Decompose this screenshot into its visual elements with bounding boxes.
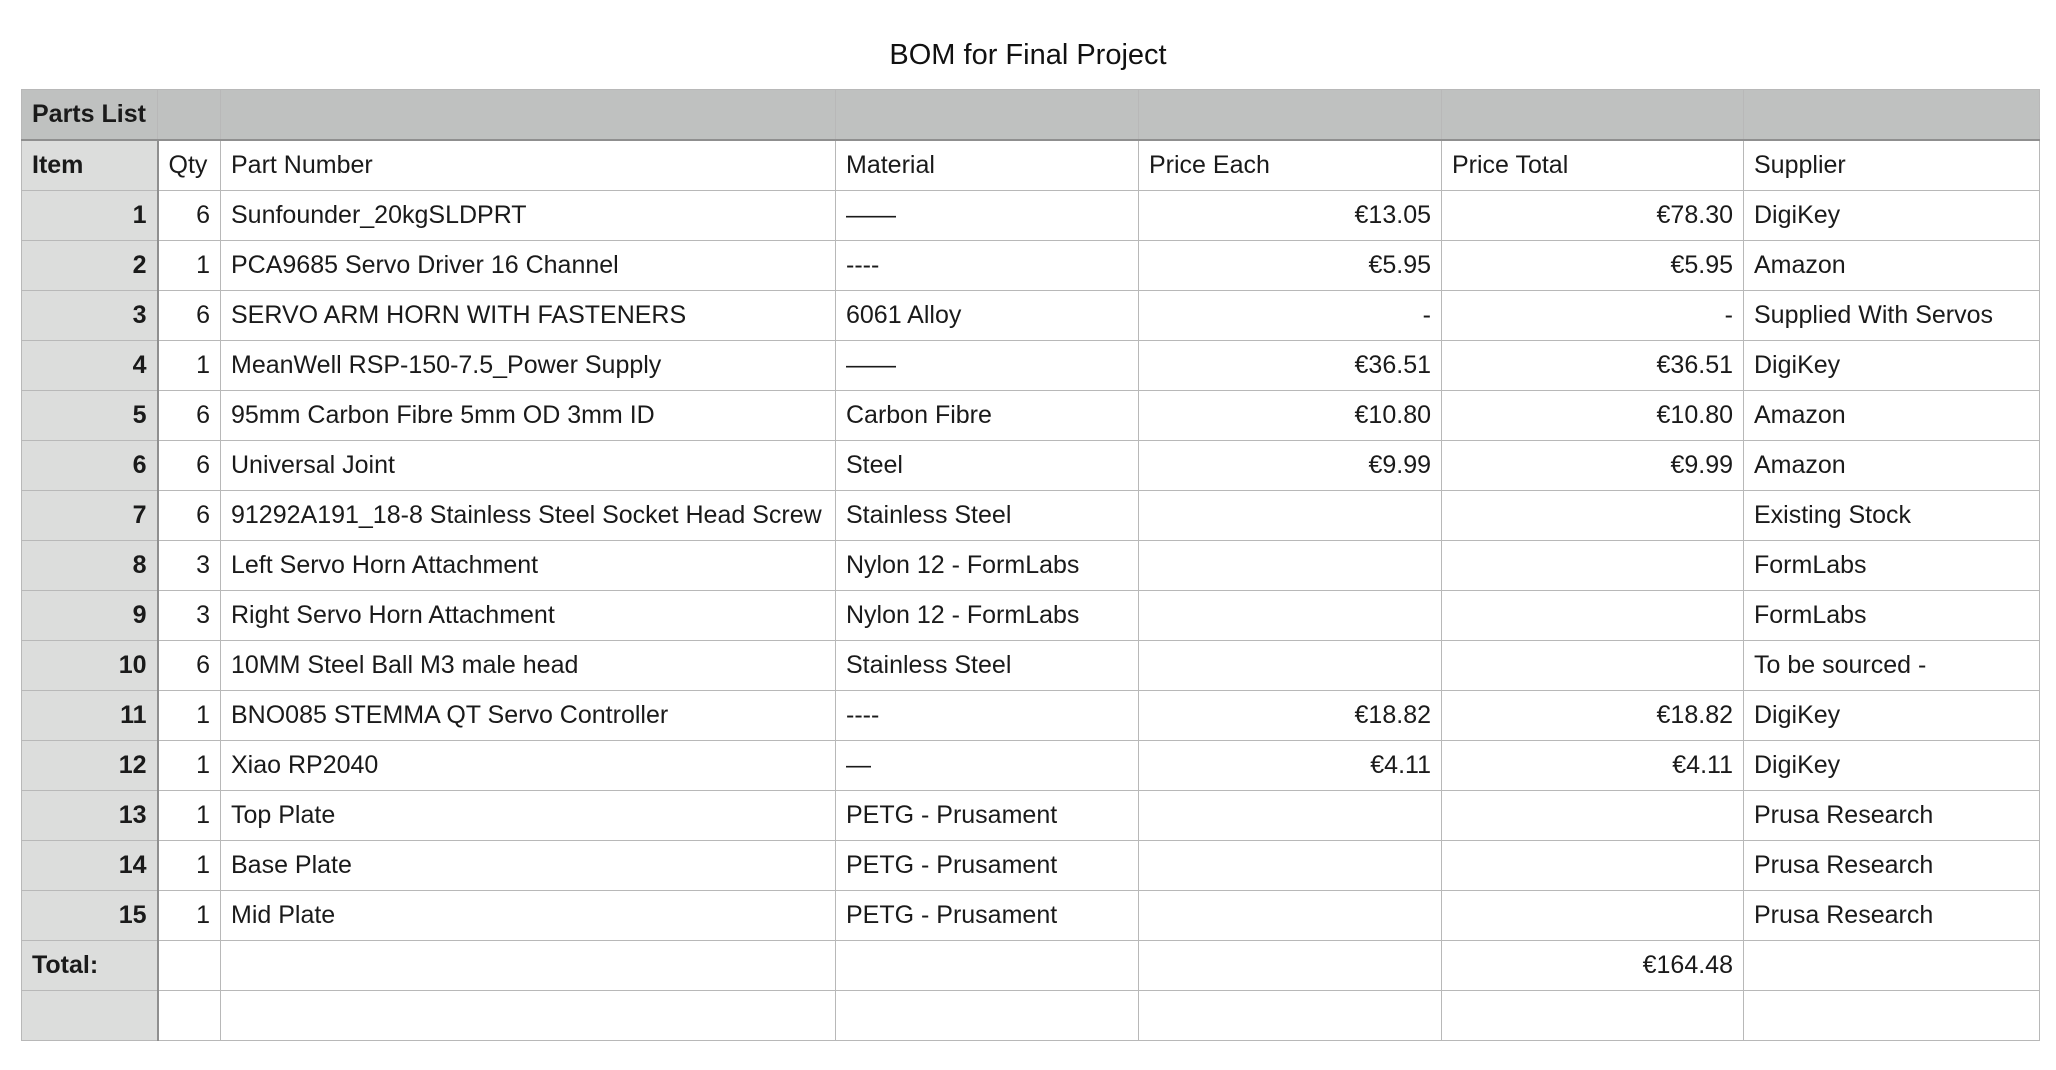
cell-material[interactable]: PETG - Prusament [836,841,1139,891]
cell-price-total[interactable] [1442,791,1744,841]
table-row [22,541,2040,591]
cell-part-number[interactable]: Top Plate [221,791,836,841]
cell-qty[interactable]: 6 [158,191,221,241]
cell-item[interactable]: 8 [22,541,158,591]
cell-price-each[interactable]: - [1139,291,1442,341]
cell-material[interactable]: PETG - Prusament [836,791,1139,841]
cell-material[interactable]: Nylon 12 - FormLabs [836,541,1139,591]
column-header-price-total[interactable]: Price Total [1442,140,1744,191]
total-label[interactable]: Total: [22,941,158,991]
table-row [22,891,2040,941]
cell-qty[interactable]: 6 [158,491,221,541]
cell-qty[interactable]: 1 [158,791,221,841]
cell-item[interactable]: 2 [22,241,158,291]
cell-qty[interactable]: 6 [158,291,221,341]
cell-material[interactable]: Steel [836,441,1139,491]
cell-material[interactable]: PETG - Prusament [836,891,1139,941]
empty-cell[interactable] [158,941,221,991]
cell-price-total[interactable]: €9.99 [1442,441,1744,491]
cell-item[interactable]: 6 [22,441,158,491]
cell-supplier[interactable]: Prusa Research [1744,841,2040,891]
cell-part-number[interactable]: Left Servo Horn Attachment [221,541,836,591]
cell-part-number[interactable]: Sunfounder_20kgSLDPRT [221,191,836,241]
table-row [22,191,2040,241]
cell-supplier[interactable]: DigiKey [1744,741,2040,791]
cell-qty[interactable]: 6 [158,391,221,441]
empty-cell[interactable] [836,941,1139,991]
cell-price-total[interactable] [1442,841,1744,891]
cell-qty[interactable]: 3 [158,541,221,591]
cell-material[interactable]: Stainless Steel [836,641,1139,691]
cell-material[interactable]: —— [836,341,1139,391]
cell-price-total[interactable]: €18.82 [1442,691,1744,741]
cell-price-each[interactable]: €36.51 [1139,341,1442,391]
cell-qty[interactable]: 1 [158,241,221,291]
cell-price-total[interactable]: - [1442,291,1744,341]
cell-supplier[interactable]: DigiKey [1744,191,2040,241]
cell-supplier[interactable]: To be sourced - [1744,641,2040,691]
cell-qty[interactable]: 1 [158,741,221,791]
cell-price-total[interactable]: €5.95 [1442,241,1744,291]
total-value[interactable]: €164.48 [1442,941,1744,991]
header-band-cell[interactable] [836,90,1139,141]
cell-part-number[interactable]: 95mm Carbon Fibre 5mm OD 3mm ID [221,391,836,441]
table-row [22,641,2040,691]
empty-cell[interactable] [1744,991,2040,1041]
empty-cell[interactable] [1744,941,2040,991]
empty-cell[interactable] [1139,991,1442,1041]
cell-part-number[interactable]: 10MM Steel Ball M3 male head [221,641,836,691]
cell-material[interactable]: Carbon Fibre [836,391,1139,441]
header-band-cell[interactable] [1442,90,1744,141]
total-row [22,941,2040,991]
table-row [22,391,2040,441]
cell-material[interactable]: Stainless Steel [836,491,1139,541]
table-row [22,241,2040,291]
cell-supplier[interactable]: DigiKey [1744,691,2040,741]
cell-price-each[interactable]: €4.11 [1139,741,1442,791]
cell-price-each[interactable] [1139,541,1442,591]
cell-item[interactable]: 14 [22,841,158,891]
table-row [22,291,2040,341]
table-row [22,841,2040,891]
table-row [22,491,2040,541]
cell-qty[interactable]: 1 [158,341,221,391]
cell-material[interactable]: 6061 Alloy [836,291,1139,341]
cell-item[interactable]: 3 [22,291,158,341]
column-header-part-number[interactable]: Part Number [221,140,836,191]
cell-part-number[interactable]: PCA9685 Servo Driver 16 Channel [221,241,836,291]
empty-cell[interactable] [1139,941,1442,991]
cell-item[interactable]: 5 [22,391,158,441]
parts-list-label[interactable]: Parts List [22,90,158,141]
table-row [22,741,2040,791]
cell-qty[interactable]: 3 [158,591,221,641]
cell-supplier[interactable]: Amazon [1744,441,2040,491]
table-row [22,591,2040,641]
table-row [22,341,2040,391]
cell-price-total[interactable]: €36.51 [1442,341,1744,391]
sheet-title: BOM for Final Project [889,39,1167,71]
column-header-item[interactable]: Item [22,140,158,191]
cell-price-each[interactable] [1139,841,1442,891]
cell-item[interactable]: 10 [22,641,158,691]
cell-material[interactable]: Nylon 12 - FormLabs [836,591,1139,641]
cell-price-total[interactable] [1442,591,1744,641]
cell-part-number[interactable]: 91292A191_18-8 Stainless Steel Socket Head Screw [221,491,836,541]
cell-item[interactable]: 1 [22,191,158,241]
header-band-cell[interactable] [221,90,836,141]
cell-part-number[interactable]: Universal Joint [221,441,836,491]
cell-material[interactable]: ---- [836,691,1139,741]
cell-price-each[interactable] [1139,891,1442,941]
cell-item[interactable]: 11 [22,691,158,741]
empty-cell[interactable] [158,991,221,1041]
header-band-cell[interactable] [158,90,221,141]
cell-qty[interactable]: 1 [158,691,221,741]
cell-part-number[interactable]: Right Servo Horn Attachment [221,591,836,641]
cell-price-total[interactable] [1442,891,1744,941]
cell-price-each[interactable]: €5.95 [1139,241,1442,291]
empty-cell[interactable] [221,941,836,991]
cell-material[interactable]: ---- [836,241,1139,291]
cell-supplier[interactable]: DigiKey [1744,341,2040,391]
cell-qty[interactable]: 6 [158,441,221,491]
cell-price-each[interactable] [1139,791,1442,841]
cell-item[interactable]: 7 [22,491,158,541]
cell-supplier[interactable]: Amazon [1744,391,2040,441]
cell-item[interactable]: 13 [22,791,158,841]
cell-supplier[interactable]: FormLabs [1744,591,2040,641]
column-header-price-each[interactable]: Price Each [1139,140,1442,191]
cell-material[interactable]: — [836,741,1139,791]
cell-price-each[interactable]: €10.80 [1139,391,1442,441]
cell-supplier[interactable]: Amazon [1744,241,2040,291]
cell-price-total[interactable]: €78.30 [1442,191,1744,241]
cell-supplier[interactable]: Prusa Research [1744,791,2040,841]
cell-price-total[interactable] [1442,491,1744,541]
cell-supplier[interactable]: Supplied With Servos [1744,291,2040,341]
cell-price-each[interactable]: €9.99 [1139,441,1442,491]
table-row [22,791,2040,841]
cell-qty[interactable]: 1 [158,841,221,891]
cell-part-number[interactable]: Mid Plate [221,891,836,941]
empty-cell[interactable] [1442,991,1744,1041]
table-row [22,441,2040,491]
cell-price-total[interactable] [1442,541,1744,591]
cell-price-each[interactable] [1139,491,1442,541]
empty-cell[interactable] [22,991,158,1041]
header-band-row [22,90,2040,141]
cell-price-each[interactable]: €18.82 [1139,691,1442,741]
empty-cell[interactable] [836,991,1139,1041]
cell-price-each[interactable] [1139,641,1442,691]
cell-supplier[interactable]: FormLabs [1744,541,2040,591]
cell-price-total[interactable]: €4.11 [1442,741,1744,791]
cell-item[interactable]: 9 [22,591,158,641]
cell-part-number[interactable]: SERVO ARM HORN WITH FASTENERS [221,291,836,341]
header-band-cell[interactable] [1744,90,2040,141]
cell-material[interactable]: —— [836,191,1139,241]
cell-price-each[interactable]: €13.05 [1139,191,1442,241]
cell-qty[interactable]: 6 [158,641,221,691]
cell-price-each[interactable] [1139,591,1442,641]
cell-part-number[interactable]: Xiao RP2040 [221,741,836,791]
column-header-supplier[interactable]: Supplier [1744,140,2040,191]
header-band-cell[interactable] [1139,90,1442,141]
empty-cell[interactable] [221,991,836,1041]
cell-qty[interactable]: 1 [158,891,221,941]
cell-price-total[interactable] [1442,641,1744,691]
empty-row [22,991,2040,1041]
cell-price-total[interactable]: €10.80 [1442,391,1744,441]
cell-part-number[interactable]: BNO085 STEMMA QT Servo Controller [221,691,836,741]
cell-supplier[interactable]: Prusa Research [1744,891,2040,941]
cell-item[interactable]: 15 [22,891,158,941]
column-header-qty[interactable]: Qty [158,140,221,191]
table-row [22,691,2040,741]
cell-item[interactable]: 4 [22,341,158,391]
cell-item[interactable]: 12 [22,741,158,791]
column-header-material[interactable]: Material [836,140,1139,191]
cell-part-number[interactable]: Base Plate [221,841,836,891]
column-header-row [22,140,2040,191]
bom-table [21,89,2040,1041]
cell-supplier[interactable]: Existing Stock [1744,491,2040,541]
cell-part-number[interactable]: MeanWell RSP-150-7.5_Power Supply [221,341,836,391]
